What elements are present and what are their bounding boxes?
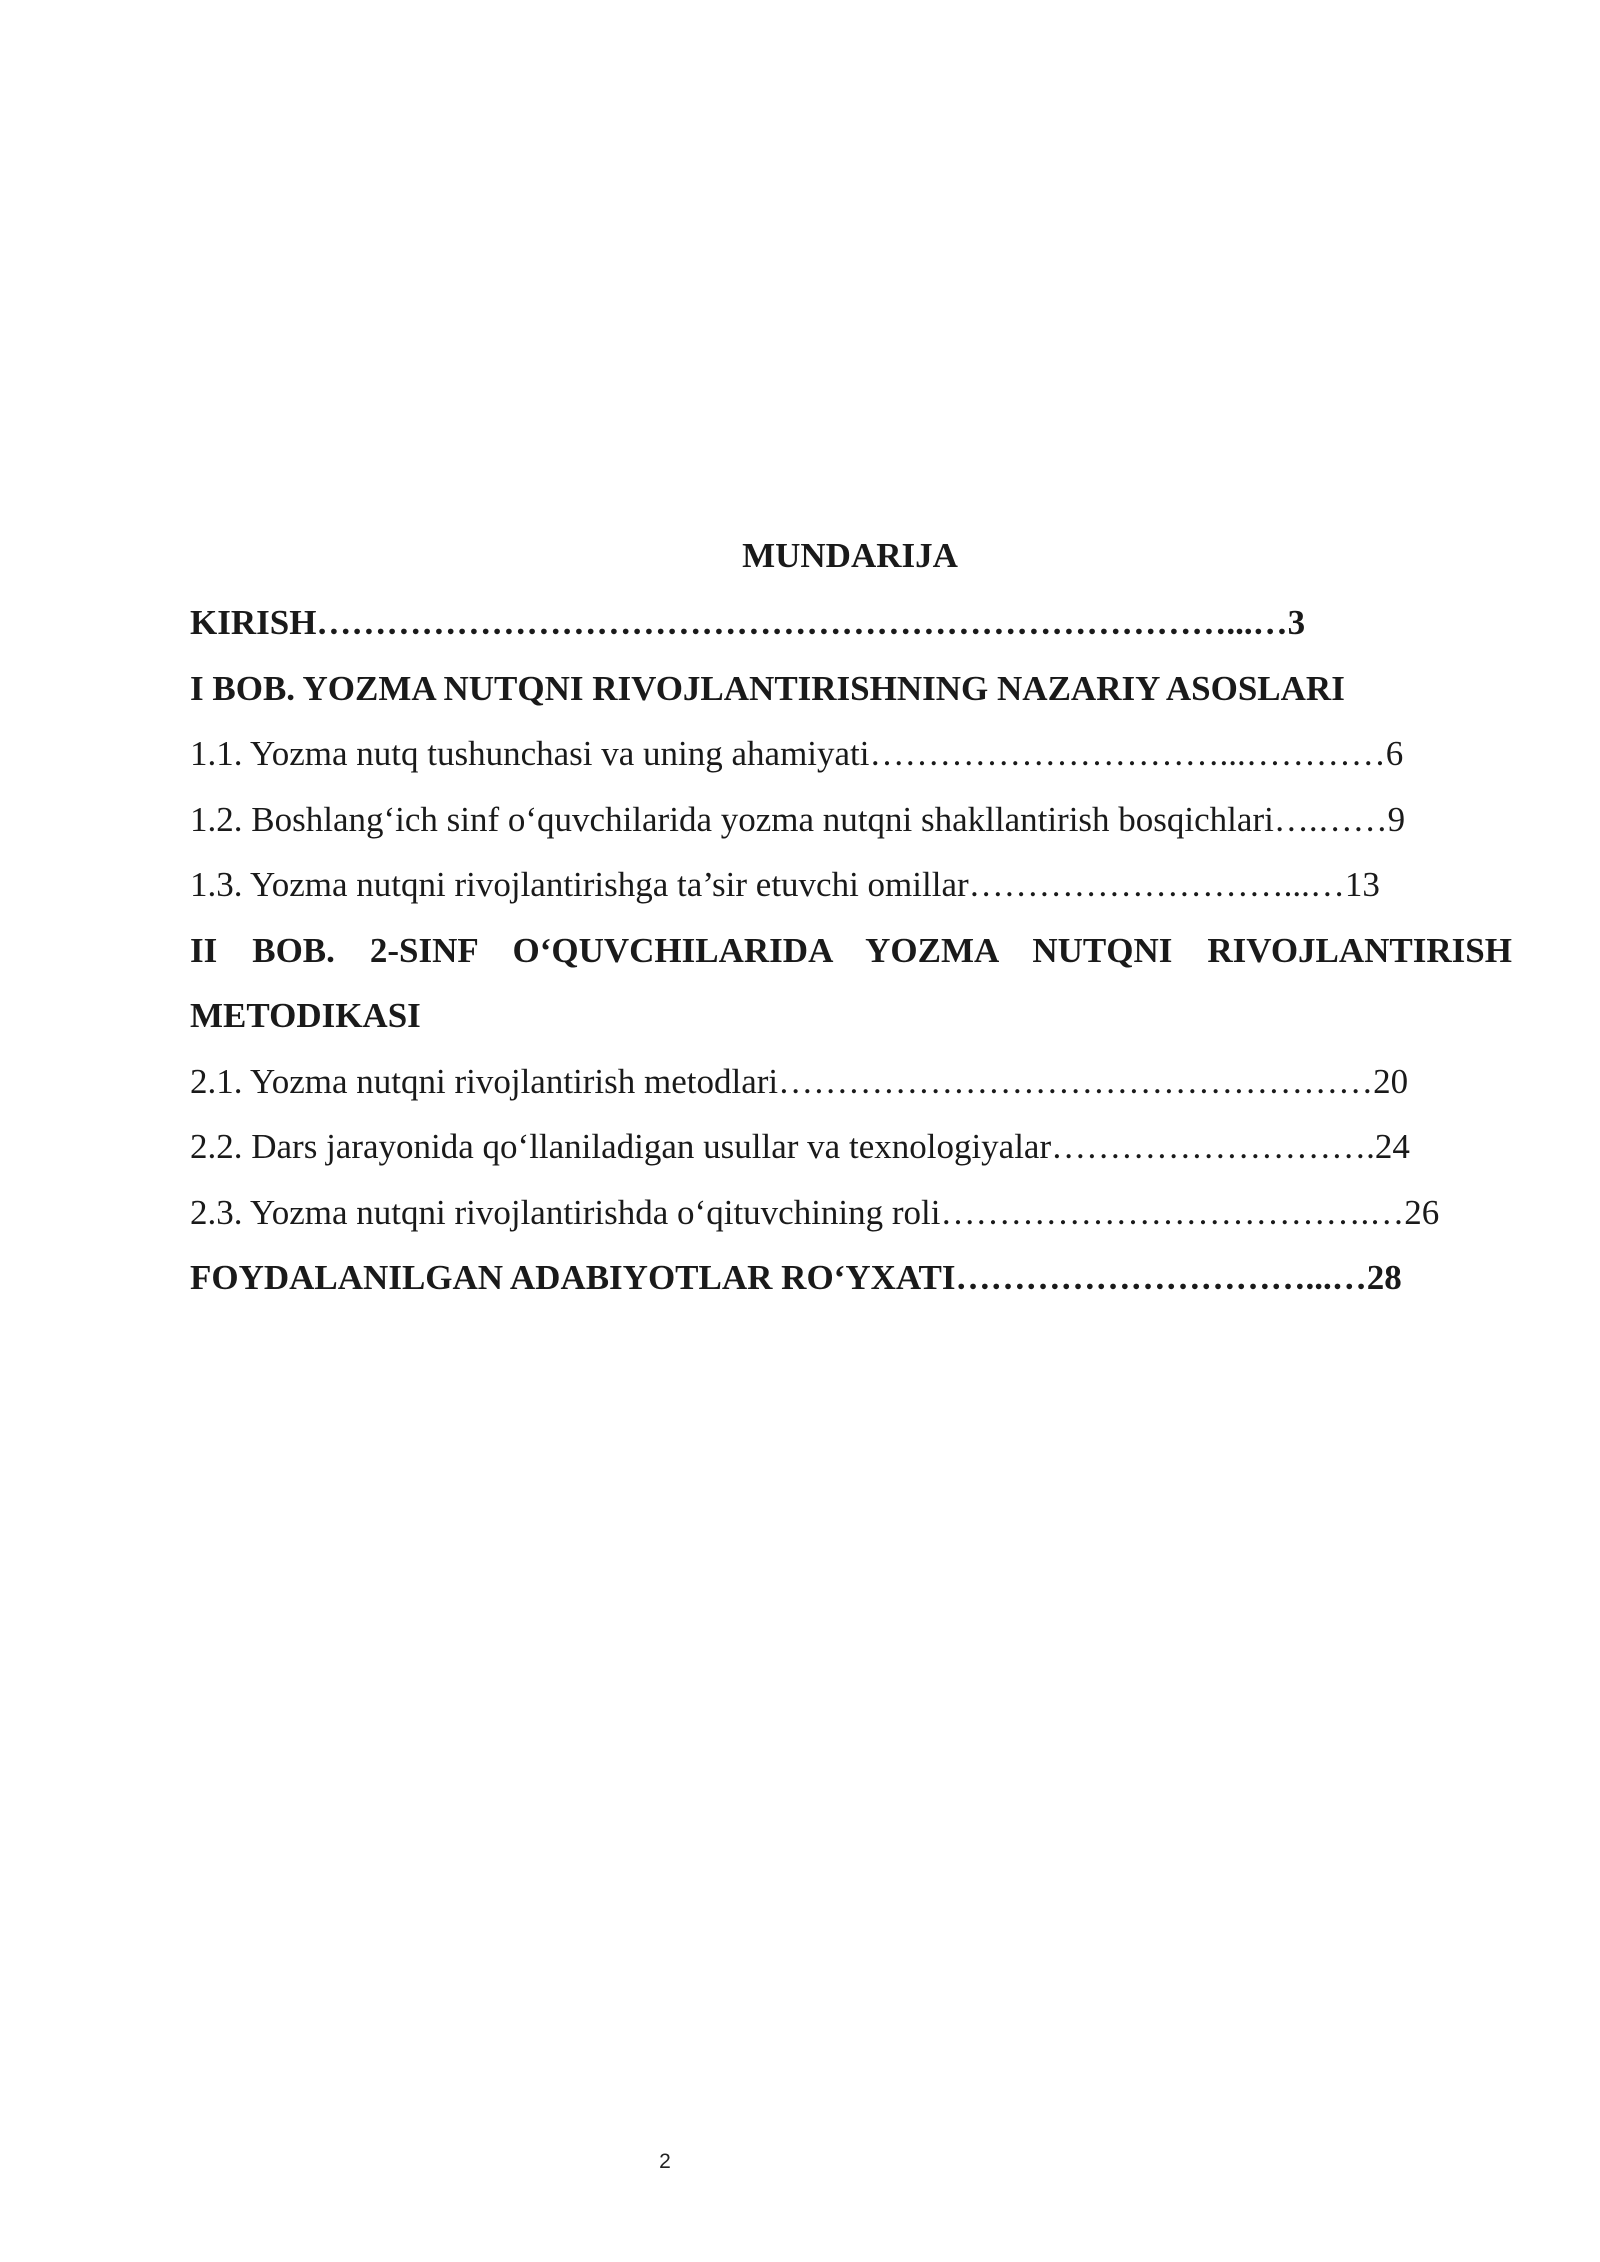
toc-entry-2-3: 2.3. Yozma nutqni rivojlantirishda o‘qituvchining roli……………………………….…26 [190, 1192, 1440, 1232]
toc-chapter-2-heading-cont: METODIKASI [190, 996, 421, 1035]
toc-entry-1-3: 1.3. Yozma nutqni rivojlantirishga ta’sir etuvchi omillar………………………...…13 [190, 865, 1380, 904]
table-of-contents [190, 590, 1512, 1311]
page-number: 2 [659, 2150, 671, 2173]
toc-title: MUNDARIJA [742, 536, 958, 575]
toc-entry-2-2: 2.2. Dars jarayonida qo‘llaniladigan usullar va texnologiyalar……………………….24 [190, 1127, 1410, 1166]
toc-entry-kirish: KIRISH……………………………………………………………………...…3 [190, 603, 1306, 642]
toc-entry-1-1: 1.1. Yozma nutq tushunchasi va uning ahamiyati…………………………...…………6 [190, 734, 1404, 773]
toc-chapter-1-heading: I BOB. YOZMA NUTQNI RIVOJLANTIRISHNING NAZARIY ASOSLARI [190, 668, 1345, 708]
toc-entry-2-1: 2.1. Yozma nutqni rivojlantirish metodlari……………………………………………20 [190, 1061, 1409, 1101]
toc-chapter-2-heading: II BOB. 2-SINF O‘QUVCHILARIDA YOZMA NUTQNI RIVOJLANTIRISH [190, 930, 1512, 970]
toc-entry-1-2: 1.2. Boshlang‘ich sinf o‘quvchilarida yozma nutqni shakllantirish bosqichlari….……9 [190, 799, 1406, 839]
toc-entry-bibliography: FOYDALANILGAN ADABIYOTLAR RO‘YXATI…………………………...…28 [190, 1258, 1402, 1297]
